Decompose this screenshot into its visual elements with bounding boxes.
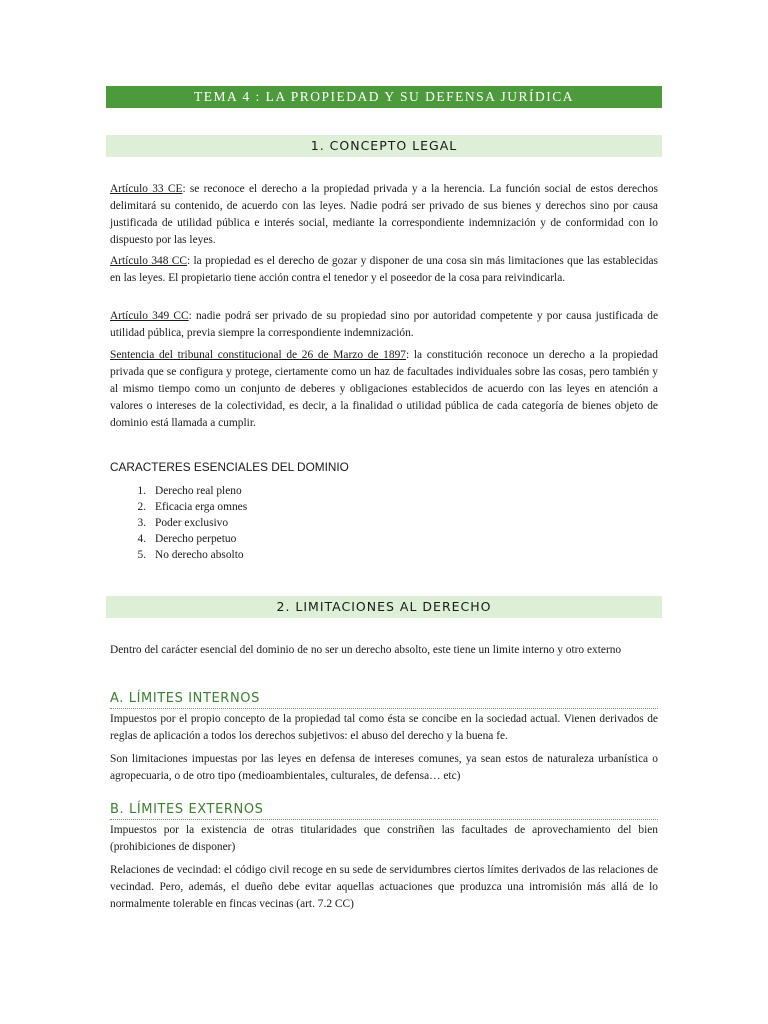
paragraph-text: nadie podrá ser privado de su propiedad sino por autoridad competente y por causa justificada de utilidad pública, previa siempre la correspondiente indemnización. — [110, 310, 659, 339]
document-title: TEMA 4 : LA PROPIEDAD Y SU DEFENSA JURÍDICA — [106, 86, 662, 108]
subheading-limites-externos: B. LÍMITES EXTERNOS — [110, 801, 658, 820]
paragraph-articulo-33-ce — [110, 181, 658, 249]
legal-reference: Artículo 33 CE — [110, 183, 183, 195]
list-number: 3. — [137, 517, 146, 529]
list-number: 2. — [137, 501, 146, 513]
paragraph-articulo-348-cc — [110, 253, 658, 287]
list-number: 4. — [137, 533, 146, 545]
separator: : — [182, 183, 186, 195]
section-heading-limitaciones: 2. LIMITACIONES AL DERECHO — [106, 596, 662, 618]
list-text: Derecho perpetuo — [155, 533, 237, 545]
separator: : — [188, 310, 192, 322]
separator: : — [186, 255, 191, 267]
list-item — [130, 547, 247, 563]
paragraph-text: la constitución reconoce un derecho a la propiedad privada que se configura y protege, ciertamente como un haz de facultades individuales sobre las cosas, pero también y al mismo tiempo como un conjunto de deberes y obligaciones establecidos de acuerdo con las leyes en atención a valores o intereses de la colectividad, es decir, a la finalidad o utilidad pública de cada categoría de bienes objeto de dominio está llamada a cumplir. — [110, 349, 658, 429]
paragraph-text: se reconoce el derecho a la propiedad privada y a la herencia. La función social de estos derechos delimitará su contenido, de acuerdo con las leyes. Nadie podrá ser privado de sus bienes y derechos sino por causa justificada de utilidad pública e interés social, mediante la correspondiente indemnización y de conformidad con lo dispuesto por las leyes. — [110, 183, 658, 246]
list-number: 5. — [137, 549, 146, 561]
paragraph-limites-internos-2: Son limitaciones impuestas por las leyes en defensa de intereses comunes, ya sean estos de naturaleza urbanística o agropecuaria, o de otro tipo (medioambientales, culturales, de defensa… etc) — [110, 753, 658, 782]
legal-reference: Artículo 349 CC — [110, 310, 189, 322]
paragraph-articulo-349-cc — [110, 308, 658, 342]
list-number: 1. — [137, 485, 146, 497]
paragraph-sentencia-tc — [110, 347, 658, 432]
list-text: No derecho absolto — [155, 549, 244, 561]
list-item — [130, 483, 247, 499]
paragraph-limites-externos-2: Relaciones de vecindad: el código civil recoge en su sede de servidumbres ciertos límites derivados de las relaciones de vecindad. Pero, además, el dueño debe evitar aquellas actuaciones que produzca una intromisión más allá de lo normalmente tolerable en fincas vecinas (art. 7.2 CC) — [110, 864, 658, 910]
characteristics-heading: CARACTERES ESENCIALES DEL DOMINIO — [110, 460, 349, 474]
list-text: Derecho real pleno — [155, 485, 242, 497]
list-text: Poder exclusivo — [155, 517, 229, 529]
section-heading-concepto-legal: 1. CONCEPTO LEGAL — [106, 135, 662, 157]
list-item — [130, 531, 247, 547]
list-text: Eficacia erga omnes — [155, 501, 248, 513]
separator: : — [405, 349, 410, 361]
paragraph-limites-internos-1: Impuestos por el propio concepto de la propiedad tal como ésta se concibe en la sociedad actual. Vienen derivados de reglas de aplicación a todos los derechos subjetivos: el abuso del derecho y la buena fe. — [110, 713, 658, 742]
paragraph-text: la propiedad es el derecho de gozar y disponer de una cosa sin más limitaciones que las establecidas en las leyes. El propietario tiene acción contra el tenedor y el poseedor de la cosa para reivindicarla. — [110, 255, 658, 284]
list-item — [130, 515, 247, 531]
legal-reference: Artículo 348 CC — [110, 255, 187, 267]
paragraph-limites-externos-1: Impuestos por la existencia de otras titularidades que constriñen las facultades de aprovechamiento del bien (prohibiciones de disponer) — [110, 824, 658, 853]
paragraph-limitaciones-intro: Dentro del carácter esencial del dominio de no ser un derecho absolto, este tiene un limite interno y otro externo — [110, 644, 622, 656]
subheading-limites-internos: A. LÍMITES INTERNOS — [110, 690, 658, 709]
list-item — [130, 499, 247, 515]
legal-reference: Sentencia del tribunal constitucional de 26 de Marzo de 1897 — [110, 349, 406, 361]
characteristics-list — [130, 483, 247, 563]
